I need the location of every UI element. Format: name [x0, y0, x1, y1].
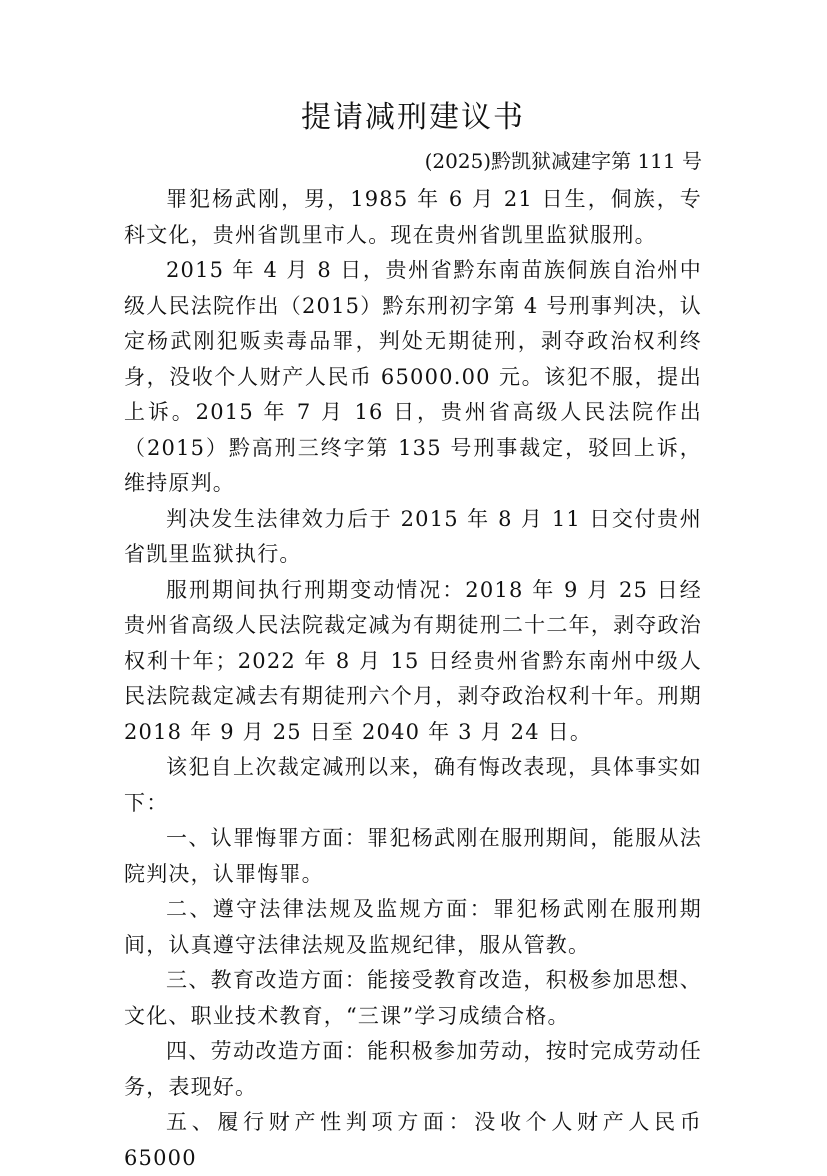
paragraph-original-judgment: 2015 年 4 月 8 日，贵州省黔东南苗族侗族自治州中级人民法院作出（2015）黔东刑初字第 4 号刑事判决，认定杨武刚犯贩卖毒品罪，判处无期徒刑，剥夺政治权利终身，没收个人财产人民币 65000.00 元。该犯不服，提出上诉。2015 年 7 月 16 日，贵州省高级人民法院作出（2015）黔高刑三终字第 135 号刑事裁定，驳回上诉，维持原判。 [124, 258, 702, 495]
document-number: (2025)黔凯狱减建字第 111 号 [424, 149, 702, 173]
paragraph-sentence-changes: 服刑期间执行刑期变动情况：2018 年 9 月 25 日经贵州省高级人民法院裁定减为有期徒刑二十二年，剥夺政治权利十年；2022 年 8 月 15 日经贵州省黔东南州中级人民法院裁定减去有期徒刑六个月，剥夺政治权利十年。刑期 2018 年 9 月 25 日至 2040 年 3 月 24 日。 [124, 577, 702, 744]
document-body [124, 182, 702, 1176]
paragraph-admit-guilt: 一、认罪悔罪方面：罪犯杨武刚在服刑期间，能服从法院判决，认罪悔罪。 [124, 826, 702, 886]
paragraph-education: 三、教育改造方面：能接受教育改造，积极参加思想、文化、职业技术教育，“三课”学习成绩合格。 [124, 968, 702, 1028]
paragraph-execution: 判决发生法律效力后于 2015 年 8 月 11 日交付贵州省凯里监狱执行。 [124, 506, 702, 566]
paragraph-labor: 四、劳动改造方面：能积极参加劳动，按时完成劳动任务，表现好。 [124, 1039, 702, 1099]
paragraph-criminal-info: 罪犯杨武刚，男，1985 年 6 月 21 日生，侗族，专科文化，贵州省凯里市人。现在贵州省凯里监狱服刑。 [124, 187, 702, 247]
paragraph-obey-rules: 二、遵守法律法规及监规方面：罪犯杨武刚在服刑期间，认真遵守法律法规及监规纪律，服从管教。 [124, 897, 702, 957]
paragraph-property-judgment: 五、履行财产性判项方面：没收个人财产人民币 65000 [124, 1110, 702, 1170]
document-title: 提请减刑建议书 [301, 100, 525, 135]
paragraph-repentance-intro: 该犯自上次裁定减刑以来，确有悔改表现，具体事实如下： [124, 755, 702, 815]
